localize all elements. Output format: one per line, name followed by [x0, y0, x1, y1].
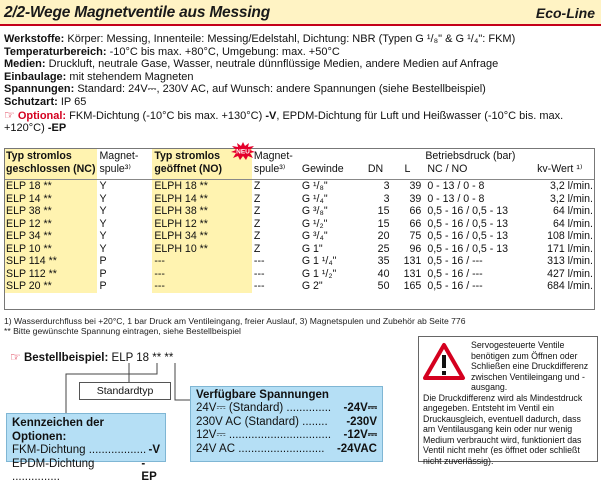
- cell-coil-no: Z: [253, 192, 261, 205]
- cell-l: 66: [409, 205, 422, 217]
- cell-coil-nc: P: [99, 255, 107, 267]
- footnote-2: ** Bitte gewünschte Spannung eintragen, siehe Bestellbeispiel: [4, 326, 241, 336]
- cell-thread: G ³/₄": [301, 230, 328, 242]
- cell-kv: 684 l/min.: [547, 280, 593, 292]
- header-l: L: [404, 163, 411, 175]
- header-magnetspule-nc: Magnet-: [99, 150, 139, 162]
- cell-kv: 3,2 l/min.: [550, 192, 593, 205]
- cell-pressure: 0,5 - 16 / 0,5 - 13: [427, 217, 509, 230]
- new-badge-text: NEU: [236, 148, 250, 156]
- cell-coil-no: Z: [253, 205, 261, 217]
- header-spule-nc-2: spule³⁾: [99, 163, 131, 175]
- cell-l: 165: [403, 280, 422, 292]
- cell-dn: 50: [377, 280, 390, 292]
- order-stars-a: **: [152, 352, 162, 364]
- cell-type-no: ELPH 10 **: [152, 243, 252, 256]
- product-table: [4, 148, 595, 293]
- spec-schutzart: Schutzart: IP 65: [4, 95, 87, 108]
- cell-kv: 108 l/min.: [547, 230, 593, 242]
- cell-type-nc: ELP 34 **: [4, 230, 97, 243]
- cell-type-nc: ELP 12 **: [4, 218, 97, 231]
- cell-type-no: ---: [152, 255, 252, 268]
- header-magnetspule-no: Magnet-: [253, 150, 293, 162]
- header-typ-no-2: geöffnet (NO): [152, 163, 252, 180]
- cell-pressure: 0,5 - 16 / 0,5 - 13: [427, 242, 509, 255]
- cell-thread: G 1 ¹/₄": [301, 255, 337, 267]
- cell-l: 66: [409, 217, 422, 230]
- header-typ-nc-2: geschlossen (NC): [4, 163, 97, 180]
- header-kv: kv-Wert ¹⁾: [537, 163, 583, 175]
- table-row: [4, 193, 595, 206]
- header-spule-no-2: spule³⁾: [253, 163, 286, 175]
- option-epdm: EPDM-Dichtung ............... -EP: [12, 457, 157, 483]
- cell-dn: 15: [377, 205, 390, 217]
- spec-einbaulage: Einbaulage: mit stehendem Magneten: [4, 70, 194, 83]
- order-stars-b: **: [164, 352, 174, 364]
- cell-pressure: 0 - 13 / 0 - 8: [423, 180, 535, 193]
- cell-coil-nc: Y: [99, 205, 107, 217]
- header-bar: [0, 0, 601, 26]
- header-betriebsdruck: Betriebsdruck (bar): [425, 150, 516, 162]
- warning-text-top: Servogesteuerte Ventile benötigen zum Öffnen oder Schließen eine Druckdifferenz zwischen Ventileingang und -ausgang.: [471, 340, 589, 392]
- cell-l: 75: [409, 230, 422, 242]
- table-row: [4, 255, 595, 268]
- cell-coil-no: ---: [253, 280, 265, 292]
- order-example: ☞ Bestellbeispiel: ELP 18 ** **: [10, 350, 174, 364]
- standard-type-box: Standardtyp: [79, 382, 171, 400]
- cell-dn: 3: [360, 180, 392, 193]
- order-code: ELP 18: [111, 352, 150, 364]
- spec-optional: ☞ Optional: FKM-Dichtung (-10°C bis max. +130°C) -V, EPDM-Dichtung für Luft und Heißwasser (-10°C bis. max. +120°C) -EP: [4, 107, 564, 135]
- cell-l: 131: [403, 267, 422, 280]
- warning-box: [418, 336, 598, 466]
- header-dn: DN: [367, 163, 384, 175]
- header-typ-no: Typ stromlos: [152, 148, 252, 163]
- available-voltages-box: [190, 386, 383, 462]
- voltage-24vac: 24V AC ........................... -24VAC: [196, 442, 377, 455]
- cell-pressure: 0 - 13 / 0 - 8: [427, 192, 485, 205]
- spec-werkstoffe: Werkstoffe: Körper: Messing, Innenteile: Messing/Edelstahl, Dichtung: NBR (Typen G ¹/₈" & G ¹/₄": FKM): [4, 33, 516, 45]
- cell-type-no: ELPH 14 **: [152, 193, 252, 206]
- cell-pressure: 0,5 - 16 / ---: [427, 280, 483, 292]
- cell-coil-nc: Y: [99, 242, 107, 255]
- spec-medien: Medien: Druckluft, neutrale Gase, Wasser, neutrale dünnflüssige Medien, andere Medien auf Anfrage: [4, 58, 499, 71]
- cell-type-no: ELPH 18 **: [152, 180, 252, 193]
- cell-pressure: 0,5 - 16 / 0,5 - 13: [427, 230, 509, 242]
- cell-dn: 35: [377, 255, 390, 267]
- cell-coil-no: Z: [252, 180, 300, 193]
- cell-type-nc: SLP 114 **: [4, 255, 97, 268]
- cell-coil-nc: P: [99, 280, 107, 292]
- cell-type-nc: ELP 14 **: [4, 193, 97, 206]
- cell-pressure: 0,5 - 16 / ---: [427, 267, 483, 280]
- footnotes: [4, 316, 465, 336]
- cell-l: 131: [403, 255, 422, 267]
- footnote-1: 1) Wasserdurchfluss bei +20°C, 1 bar Druck am Ventileingang, freier Auslauf, 3) Magnetspulen und Zubehör ab Seite 776: [4, 316, 466, 326]
- specifications: [4, 33, 598, 135]
- cell-coil-no: Z: [253, 242, 261, 255]
- cell-type-no: ELPH 34 **: [152, 230, 252, 243]
- cell-coil-nc: Y: [97, 180, 152, 193]
- cell-thread: G ³/₈": [301, 205, 328, 217]
- cell-type-no: ELPH 38 **: [152, 205, 252, 218]
- warning-text-bottom: Die Druckdifferenz wird als Mindestdruck angegeben. Entsteht im Ventil ein Druckausgleich, eventuell dadurch, dass am Ventilausgang kein oder nur wenig Medium verbraucht wird, funktioniert das Ventil nicht mehr (es öffnet oder schließt nicht zuverlässig).: [423, 392, 583, 466]
- table-row: [4, 280, 595, 293]
- cell-thread: G ¹/₄": [301, 192, 328, 205]
- cell-coil-no: ---: [253, 255, 265, 267]
- voltages-title: Verfügbare Spannungen: [196, 389, 329, 401]
- table-row: [4, 230, 595, 243]
- pointing-hand-icon: ☞: [10, 350, 21, 364]
- cell-type-no: ---: [152, 280, 252, 293]
- header-gewinde: Gewinde: [301, 163, 344, 175]
- cell-thread: G 1": [301, 242, 323, 255]
- cell-dn: 3: [383, 192, 390, 205]
- cell-dn: 25: [377, 242, 390, 255]
- cell-coil-nc: P: [99, 267, 107, 280]
- cell-thread: G 1 ¹/₂": [301, 267, 337, 280]
- cell-type-nc: SLP 20 **: [4, 280, 97, 293]
- cell-dn: 20: [377, 230, 390, 242]
- new-badge: [231, 142, 255, 160]
- header-typ-nc: Typ stromlos: [4, 148, 97, 163]
- voltage-12vdc: 12V⎓ ................................ -12V⎓: [196, 429, 377, 442]
- cell-thread: G ¹/₈": [300, 180, 360, 193]
- page-title: 2/2-Wege Magnetventile aus Messing: [4, 4, 270, 21]
- cell-kv: 313 l/min.: [547, 255, 593, 267]
- cell-type-nc: ELP 18 **: [4, 180, 97, 193]
- cell-coil-nc: Y: [99, 230, 107, 242]
- cell-kv: 171 l/min.: [547, 242, 593, 255]
- cell-type-nc: ELP 38 **: [4, 205, 97, 218]
- cell-kv: 64 l/min.: [552, 217, 593, 230]
- cell-thread: G 2": [301, 280, 323, 292]
- cell-l: 39: [409, 192, 422, 205]
- cell-coil-no: Z: [253, 230, 261, 242]
- option-fkm: FKM-Dichtung .................. -V: [12, 444, 160, 456]
- pointing-hand-icon: ☞: [4, 107, 15, 122]
- cell-thread: G ¹/₂": [301, 217, 328, 230]
- cell-l: 39: [391, 180, 423, 193]
- table-row: [4, 268, 595, 281]
- cell-type-no: ELPH 12 **: [152, 218, 252, 231]
- cell-coil-no: ---: [253, 267, 265, 280]
- option-codes-box: [6, 413, 166, 483]
- spec-spannungen: Spannungen: Standard: 24V⎓, 230V AC, auf Wunsch: andere Spannungen (siehe Bestellbeispiel): [4, 83, 486, 96]
- table-row: [4, 218, 595, 231]
- cell-coil-nc: Y: [99, 192, 107, 205]
- table-row: [4, 243, 595, 256]
- cell-coil-nc: Y: [99, 217, 107, 230]
- header-nc-no: NC / NO: [427, 163, 468, 175]
- cell-dn: 40: [377, 267, 390, 280]
- option-codes-title: Kennzeichen der Optionen:: [12, 417, 105, 443]
- voltage-230vac: 230V AC (Standard) ........ -230V: [196, 415, 377, 428]
- cell-dn: 15: [377, 217, 390, 230]
- cell-pressure: 0,5 - 16 / 0,5 - 13: [427, 205, 509, 217]
- cell-pressure: 0,5 - 16 / ---: [427, 255, 483, 267]
- cell-type-no: ---: [152, 268, 252, 281]
- cell-l: 96: [409, 242, 422, 255]
- spec-temperatur: Temperaturbereich: -10°C bis max. +80°C, Umgebung: max. +50°C: [4, 45, 340, 58]
- cell-kv: 64 l/min.: [552, 205, 593, 217]
- table-row: [4, 205, 595, 218]
- cell-type-nc: ELP 10 **: [4, 243, 97, 256]
- cell-kv: 427 l/min.: [547, 267, 593, 280]
- cell-coil-no: Z: [253, 217, 261, 230]
- series-label: Eco-Line: [535, 5, 595, 21]
- voltage-24vdc: 24V⎓ (Standard) .............. -24V⎓: [196, 402, 377, 415]
- cell-kv: 3,2 l/min.: [535, 180, 595, 193]
- table-row: [4, 180, 595, 193]
- cell-type-nc: SLP 112 **: [4, 268, 97, 281]
